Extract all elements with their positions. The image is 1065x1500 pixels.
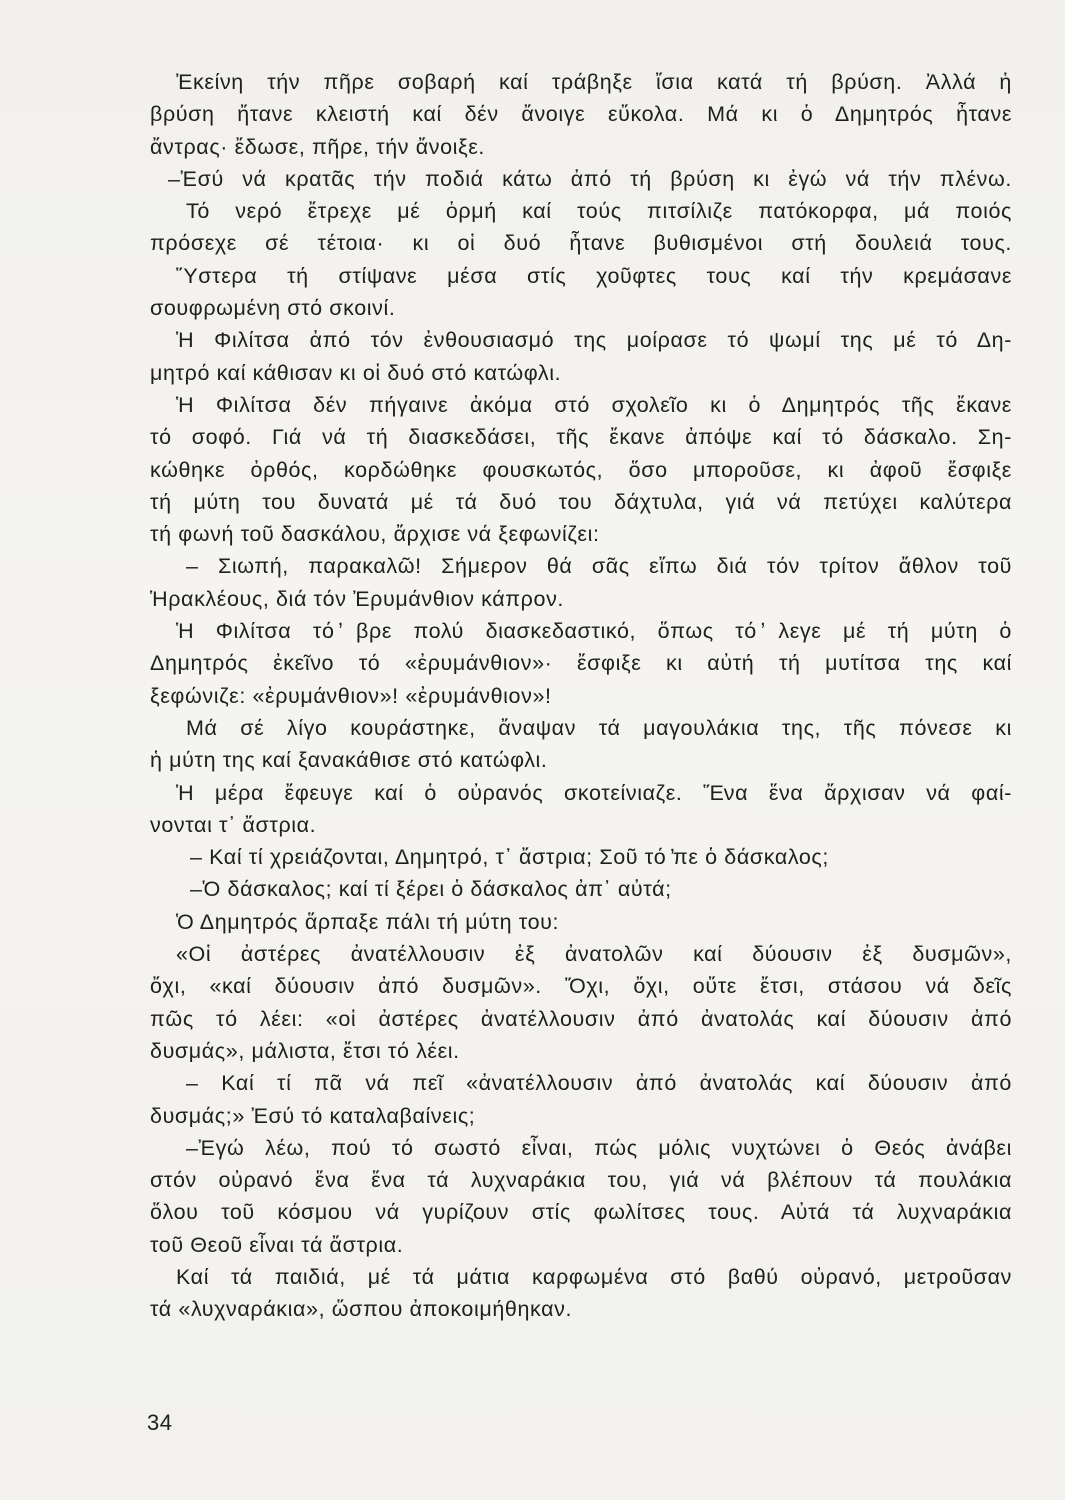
text-line: Ἡρακλέους, διά τόν Ἐρυμάνθιον κάπρον.	[150, 586, 564, 611]
text-line: –Ἐγώ λέω, πού τό σωστό εἶναι, πώς μόλις νυχτώνει ὁ Θεός ἀνάβει	[186, 1135, 1012, 1160]
text-line: ἡ μύτη της καί ξανακάθισε στό κατώφλι.	[150, 748, 548, 773]
page-number: 34	[147, 1410, 173, 1435]
text-line: Ἡ Φιλίτσα ἀπό τόν ἐνθουσιασμό της μοίρασε τό ψωμί της μέ τό Δη-	[176, 328, 1012, 353]
text-line: –Ὁ δάσκαλος; καί τί ξέρει ὁ δάσκαλος ἀπ᾽ αὐτά;	[190, 877, 672, 902]
text-line: ξεφώνιζε: «ἐρυμάνθιον»! «ἐρυμάνθιον»!	[150, 683, 552, 708]
text-line: ὅλου τοῦ κόσμου νά γυρίζουν στίς φωλίτσες τους. Αὐτά τά λυχναράκια	[150, 1200, 1012, 1225]
text-line: τή φωνή τοῦ δασκάλου, ἄρχισε νά ξεφωνίζει:	[150, 522, 600, 547]
text-line: Ἡ μέρα ἔφευγε καί ὁ οὐρανός σκοτείνιαζε. Ἕνα ἕνα ἄρχισαν νά φαί-	[176, 780, 1012, 805]
text-line: δυσμάς;» Ἐσύ τό καταλαβαίνεις;	[150, 1103, 476, 1128]
text-line: Ἡ Φιλίτσα τό ̕βρε πολύ διασκεδαστικό, ὅπως τό ̕λεγε μέ τή μύτη ὁ	[176, 619, 1012, 644]
text-line: Μά σέ λίγο κουράστηκε, ἄναψαν τά μαγουλάκια της, τῆς πόνεσε κι	[186, 715, 1012, 740]
text-line: σουφρωμένη στό σκοινί.	[150, 296, 396, 321]
text-line: – Σιωπή, παρακαλῶ! Σήμερον θά σᾶς εἴπω διά τόν τρίτον ἄθλον τοῦ	[186, 554, 1012, 579]
text-line: Ὕστερα τή στίψανε μέσα στίς χοῦφτες τους καί τήν κρεμάσανε	[176, 263, 1012, 288]
text-line: τοῦ Θεοῦ εἶναι τά ἄστρια.	[150, 1232, 404, 1257]
text-line: τό σοφό. Γιά νά τή διασκεδάσει, τῆς ἔκανε ἀπόψε καί τό δάσκαλο. Ση-	[150, 425, 1012, 450]
text-line: Ὁ Δημητρός ἅρπαξε πάλι τή μύτη του:	[176, 909, 560, 934]
text-line: Τό νερό ἔτρεχε μέ ὁρμή καί τούς πιτσίλιζε πατόκορφα, μά ποιός	[186, 199, 1012, 224]
text-line: κώθηκε ὀρθός, κορδώθηκε φουσκωτός, ὅσο μποροῦσε, κι ἀφοῦ ἔσφιξε	[150, 457, 1012, 482]
text-line: τά «λυχναράκια», ὥσπου ἀποκοιμήθηκαν.	[150, 1297, 573, 1322]
text-line: πῶς τό λέει: «οἱ ἀστέρες ἀνατέλλουσιν ἀπό ἀνατολάς καί δύουσιν ἀπό	[150, 1006, 1012, 1031]
text-line: – Καί τί πᾶ νά πεῖ «ἀνατέλλουσιν ἀπό ἀνατολάς καί δύουσιν ἀπό	[186, 1071, 1012, 1096]
text-line: στόν οὐρανό ἕνα ἕνα τά λυχναράκια του, γιά νά βλέπουν τά πουλάκια	[150, 1168, 1012, 1193]
text-line: Δημητρός ἐκεῖνο τό «ἐρυμάνθιον»· ἔσφιξε κι αὐτή τή μυτίτσα της καί	[150, 651, 1012, 676]
text-line: βρύση ἤτανε κλειστή καί δέν ἄνοιγε εὔκολα. Μά κι ὁ Δημητρός ἦτανε	[150, 102, 1012, 127]
body-text	[150, 66, 1012, 1326]
text-line: ἄντρας· ἔδωσε, πῆρε, τήν ἄνοιξε.	[150, 134, 485, 159]
text-line: Ἐκείνη τήν πῆρε σοβαρή καί τράβηξε ἴσια κατά τή βρύση. Ἀλλά ἡ	[176, 70, 1012, 94]
text-line: – Καί τί χρειάζονται, Δημητρό, τ᾽ ἄστρια; Σοῦ τό ̕πε ὁ δάσκαλος;	[190, 845, 829, 870]
text-line: ὄχι, «καί δύουσιν ἀπό δυσμῶν». Ὄχι, ὄχι, οὔτε ἔτσι, στάσου νά δεῖς	[150, 974, 1012, 999]
text-line: μητρό καί κάθισαν κι οἱ δυό στό κατώφλι.	[150, 360, 562, 385]
text-line: Ἡ Φιλίτσα δέν πήγαινε ἀκόμα στό σχολεῖο κι ὁ Δημητρός τῆς ἔκανε	[176, 392, 1012, 417]
text-line: πρόσεχε σέ τέτοια· κι οἱ δυό ἦτανε βυθισμένοι στή δουλειά τους.	[150, 231, 1012, 256]
text-line: Καί τά παιδιά, μέ τά μάτια καρφωμένα στό βαθύ οὐρανό, μετροῦσαν	[176, 1264, 1012, 1289]
text-line: δυσμάς», μάλιστα, ἔτσι τό λέει.	[150, 1038, 460, 1063]
text-line: –Ἐσύ νά κρατᾶς τήν ποδιά κάτω ἀπό τή βρύση κι ἐγώ νά τήν πλένω.	[168, 166, 1012, 191]
text-line: «Οἱ ἀστέρες ἀνατέλλουσιν ἐξ ἀνατολῶν καί δύουσιν ἐξ δυσμῶν»,	[176, 942, 1012, 967]
text-line: νονται τ᾽ ἄστρια.	[150, 812, 317, 837]
text-line: τή μύτη του δυνατά μέ τά δυό του δάχτυλα, γιά νά πετύχει καλύτερα	[150, 489, 1012, 514]
